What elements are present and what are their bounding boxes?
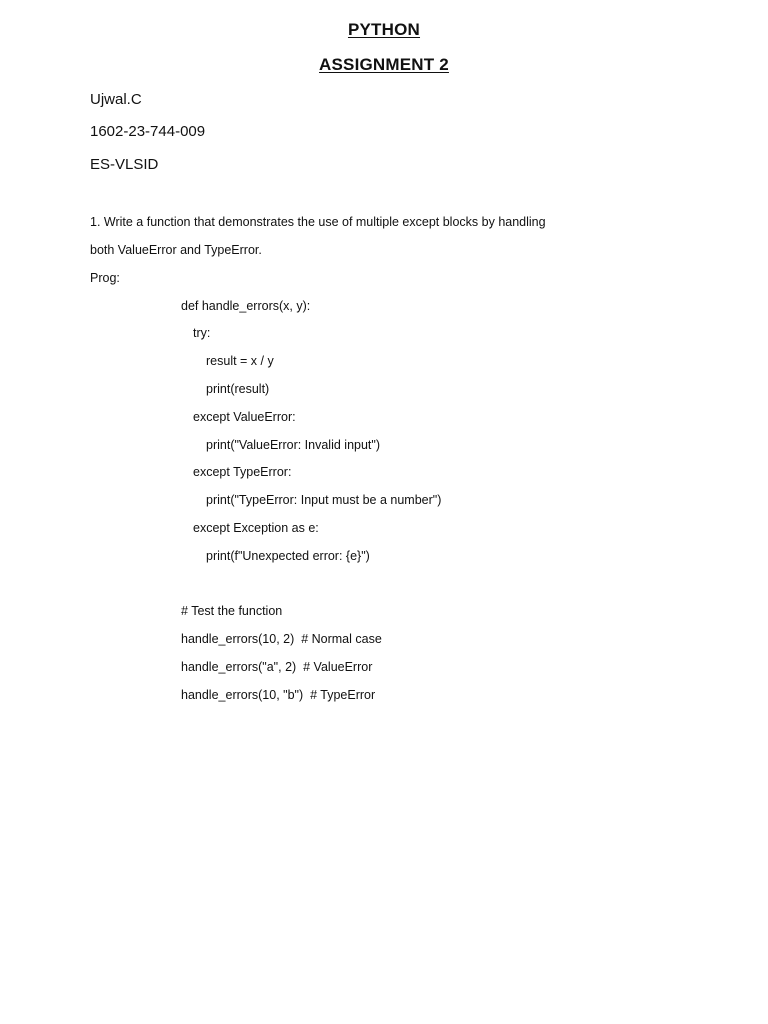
code-comment: # Test the function bbox=[181, 604, 283, 618]
code-line: except Exception as e: bbox=[193, 521, 319, 535]
code-line: handle_errors("a", 2) # ValueError bbox=[181, 660, 373, 674]
program-label: Prog: bbox=[90, 271, 120, 285]
question-text-line-1: 1. Write a function that demonstrates the use of multiple except blocks by handling bbox=[90, 215, 546, 229]
question-text-line-2: both ValueError and TypeError. bbox=[90, 243, 262, 257]
code-line: print(result) bbox=[206, 382, 270, 396]
code-line: print("ValueError: Invalid input") bbox=[206, 438, 380, 452]
subject-title: PYTHON bbox=[347, 20, 421, 39]
department: ES-VLSID bbox=[90, 156, 159, 173]
assignment-title: ASSIGNMENT 2 bbox=[319, 55, 449, 74]
code-line: handle_errors(10, 2) # Normal case bbox=[181, 632, 382, 646]
roll-number: 1602-23-744-009 bbox=[90, 123, 206, 140]
code-line: handle_errors(10, "b") # TypeError bbox=[181, 688, 376, 702]
student-name: Ujwal.C bbox=[90, 91, 142, 108]
code-line: try: bbox=[193, 326, 211, 340]
code-line: except TypeError: bbox=[193, 465, 292, 479]
code-line: print(f"Unexpected error: {e}") bbox=[206, 549, 370, 563]
code-line: result = x / y bbox=[206, 354, 274, 368]
code-line: except ValueError: bbox=[193, 410, 296, 424]
code-line: def handle_errors(x, y): bbox=[181, 299, 311, 313]
code-line: print("TypeError: Input must be a number") bbox=[206, 493, 442, 507]
